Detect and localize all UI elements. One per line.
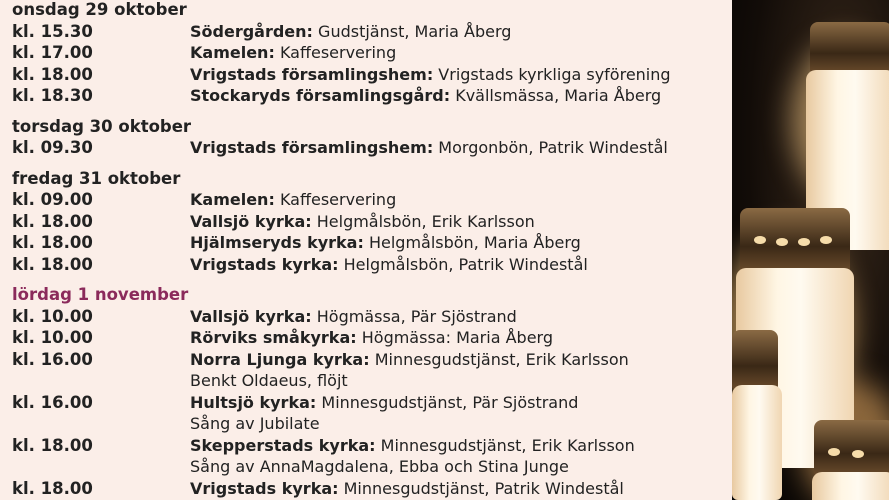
event-description bbox=[190, 478, 624, 499]
event-description bbox=[190, 64, 671, 85]
event-row bbox=[0, 85, 732, 106]
event-separator: : bbox=[306, 21, 313, 41]
event-separator: : bbox=[305, 211, 312, 231]
event-time: kl. 18.00 bbox=[12, 64, 93, 84]
event-details: Högmässa, Pär Sjöstrand bbox=[311, 306, 517, 326]
event-description bbox=[190, 392, 578, 413]
event-details: Minnesgudstjänst, Erik Karlsson bbox=[375, 435, 635, 455]
event-details: Vrigstads kyrkliga syförening bbox=[433, 64, 671, 84]
day-heading: fredag 31 oktober bbox=[12, 168, 181, 188]
event-description bbox=[190, 137, 668, 158]
event-place: Rörviks småkyrka bbox=[190, 328, 351, 347]
event-time: kl. 18.00 bbox=[12, 478, 93, 498]
event-row bbox=[0, 478, 732, 499]
event-separator: : bbox=[426, 138, 434, 157]
event-separator: : bbox=[332, 254, 339, 274]
day-heading: lördag 1 november bbox=[12, 285, 189, 304]
event-row bbox=[0, 232, 732, 253]
event-row bbox=[0, 42, 732, 63]
event-description bbox=[190, 211, 535, 232]
event-details: Högmässa: Maria Åberg bbox=[356, 328, 553, 347]
event-separator: : bbox=[443, 86, 451, 105]
event-separator: : bbox=[350, 328, 357, 347]
event-row bbox=[0, 435, 732, 456]
event-description bbox=[190, 349, 629, 370]
event-description bbox=[190, 327, 553, 348]
event-place: Vrigstads församlingshem bbox=[190, 64, 427, 84]
event-time: kl. 10.00 bbox=[12, 306, 93, 326]
event-details: Minnesgudstjänst, Erik Karlsson bbox=[369, 349, 629, 369]
event-details: Minnesgudstjänst, Pär Sjöstrand bbox=[316, 392, 579, 412]
candles-photo bbox=[732, 0, 889, 500]
event-time: kl. 16.00 bbox=[12, 392, 93, 412]
event-place: Norra Ljunga kyrka bbox=[190, 349, 364, 369]
event-separator: : bbox=[268, 190, 275, 209]
event-details: Helgmålsbön, Maria Åberg bbox=[363, 233, 581, 252]
event-place: Vallsjö kyrka bbox=[190, 211, 306, 231]
event-details: Kaffeservering bbox=[274, 190, 397, 209]
event-separator: : bbox=[309, 392, 317, 412]
event-row bbox=[0, 211, 732, 232]
event-details: Helgmålsbön, Patrik Windestål bbox=[338, 254, 588, 274]
event-time: kl. 10.00 bbox=[12, 328, 93, 347]
event-separator: : bbox=[268, 43, 275, 62]
event-description bbox=[190, 254, 588, 275]
event-row bbox=[0, 392, 732, 413]
event-time: kl. 09.00 bbox=[12, 190, 93, 209]
event-details: Minnesgudstjänst, Patrik Windestål bbox=[338, 478, 624, 498]
event-place: Vrigstads kyrka bbox=[190, 254, 333, 274]
event-separator: : bbox=[332, 478, 339, 498]
event-details: Morgonbön, Patrik Windestål bbox=[433, 138, 668, 157]
event-place: Vrigstads församlingshem bbox=[190, 138, 427, 157]
event-separator: : bbox=[305, 306, 312, 326]
event-place: Hultsjö kyrka bbox=[190, 392, 310, 412]
event-description bbox=[190, 85, 661, 106]
event-place: Kamelen bbox=[190, 43, 269, 62]
event-details: Gudstjänst, Maria Åberg bbox=[312, 21, 512, 41]
event-description bbox=[190, 306, 517, 327]
event-separator: : bbox=[426, 64, 434, 84]
event-time: kl. 18.00 bbox=[12, 254, 93, 274]
event-time: kl. 18.00 bbox=[12, 435, 93, 455]
event-description bbox=[190, 435, 635, 456]
event-details: Kvällsmässa, Maria Åberg bbox=[450, 86, 662, 105]
event-place: Stockaryds församlingsgård bbox=[190, 86, 444, 105]
event-time: kl. 16.00 bbox=[12, 349, 93, 369]
event-details: Kaffeservering bbox=[274, 43, 397, 62]
event-separator: : bbox=[369, 435, 376, 455]
event-place: Skepperstads kyrka bbox=[190, 435, 370, 455]
event-row bbox=[0, 21, 732, 42]
event-description bbox=[190, 189, 396, 210]
event-place: Hjälmseryds kyrka bbox=[190, 233, 358, 252]
event-note: Benkt Oldaeus, flöjt bbox=[190, 371, 348, 390]
event-place: Vallsjö kyrka bbox=[190, 306, 306, 326]
event-row bbox=[0, 349, 732, 370]
event-note: Sång av Jubilate bbox=[190, 414, 320, 433]
event-time: kl. 09.30 bbox=[12, 138, 93, 157]
day-heading: onsdag 29 oktober bbox=[12, 0, 187, 19]
event-details: Helgmålsbön, Erik Karlsson bbox=[311, 211, 535, 231]
event-place: Vrigstads kyrka bbox=[190, 478, 333, 498]
event-note: Sång av AnnaMagdalena, Ebba och Stina Junge bbox=[190, 457, 569, 476]
day-heading: torsdag 30 oktober bbox=[12, 116, 192, 136]
event-description bbox=[190, 21, 511, 42]
event-time: kl. 18.30 bbox=[12, 86, 93, 105]
event-row bbox=[0, 137, 732, 158]
event-place: Kamelen bbox=[190, 190, 269, 209]
event-row bbox=[0, 254, 732, 275]
event-row bbox=[0, 64, 732, 85]
event-place: Södergården bbox=[190, 21, 307, 41]
event-row bbox=[0, 327, 732, 348]
event-row bbox=[0, 306, 732, 327]
event-description bbox=[190, 42, 396, 63]
event-separator: : bbox=[363, 349, 370, 369]
event-time: kl. 18.00 bbox=[12, 233, 93, 252]
event-description bbox=[190, 232, 581, 253]
event-time: kl. 15.30 bbox=[12, 21, 93, 41]
event-time: kl. 18.00 bbox=[12, 211, 93, 231]
event-separator: : bbox=[357, 233, 364, 252]
event-row bbox=[0, 189, 732, 210]
event-time: kl. 17.00 bbox=[12, 43, 93, 62]
